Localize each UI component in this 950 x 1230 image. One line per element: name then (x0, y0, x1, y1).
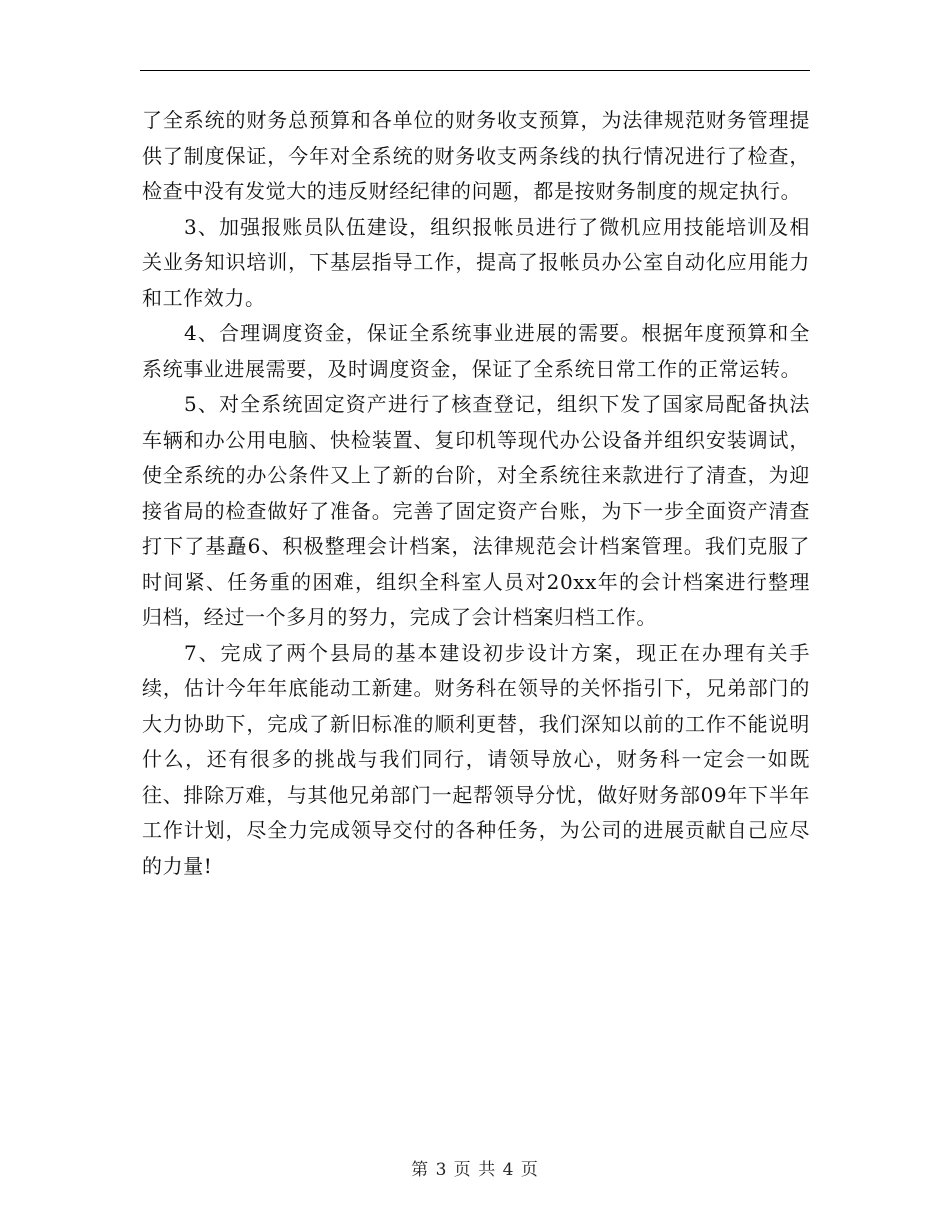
paragraph-item-4: 4、合理调度资金，保证全系统事业进展的需要。根据年度预算和全系统事业进展需要，及时调度资金，保证了全系统日常工作的正常运转。 (142, 321, 810, 381)
document-body (142, 103, 810, 884)
paragraph-item-7: 7、完成了两个县局的基本建设初步设计方案，现正在办理有关手续，估计今年年底能动工新建。财务科在领导的关怀指引下，兄弟部门的大力协助下，完成了新旧标准的顺利更替，我们深知以前的工作不能说明什么，还有很多的挑战与我们同行，请领导放心，财务科一定会一如既往、排除万难，与其他兄弟部门一起帮领导分忧，做好财务部09年下半年工作计划，尽全力完成领导交付的各种任务，为公司的进展贡献自己应尽的力量! (142, 640, 810, 878)
page-number-footer: 第 3 页 共 4 页 (411, 1160, 539, 1180)
header-rule (140, 70, 810, 71)
paragraph-item-5: 5、对全系统固定资产进行了核查登记，组织下发了国家局配备执法车辆和办公用电脑、快检装置、复印机等现代办公设备并组织安装调试，使全系统的办公条件又上了新的台阶，对全系统往来款进行了清查，为迎接省局的检查做好了准备。完善了固定资产台账，为下一步全面资产清查打下了基矗6、积极整理会计档案，法律规范会计档案管理。我们克服了时间紧、任务重的困难，组织全科室人员对20xx年的会计档案进行整理归档，经过一个多月的努力，完成了会计档案归档工作。 (142, 392, 810, 629)
paragraph-item-3: 3、加强报账员队伍建设，组织报帐员进行了微机应用技能培训及相关业务知识培训，下基层指导工作，提高了报帐员办公室自动化应用能力和工作效力。 (142, 214, 810, 310)
paragraph-continuation: 了全系统的财务总预算和各单位的财务收支预算，为法律规范财务管理提供了制度保证，今年对全系统的财务收支两条线的执行情况进行了检查，检查中没有发觉大的违反财经纪律的问题，都是按财务制度的规定执行。 (142, 108, 810, 203)
